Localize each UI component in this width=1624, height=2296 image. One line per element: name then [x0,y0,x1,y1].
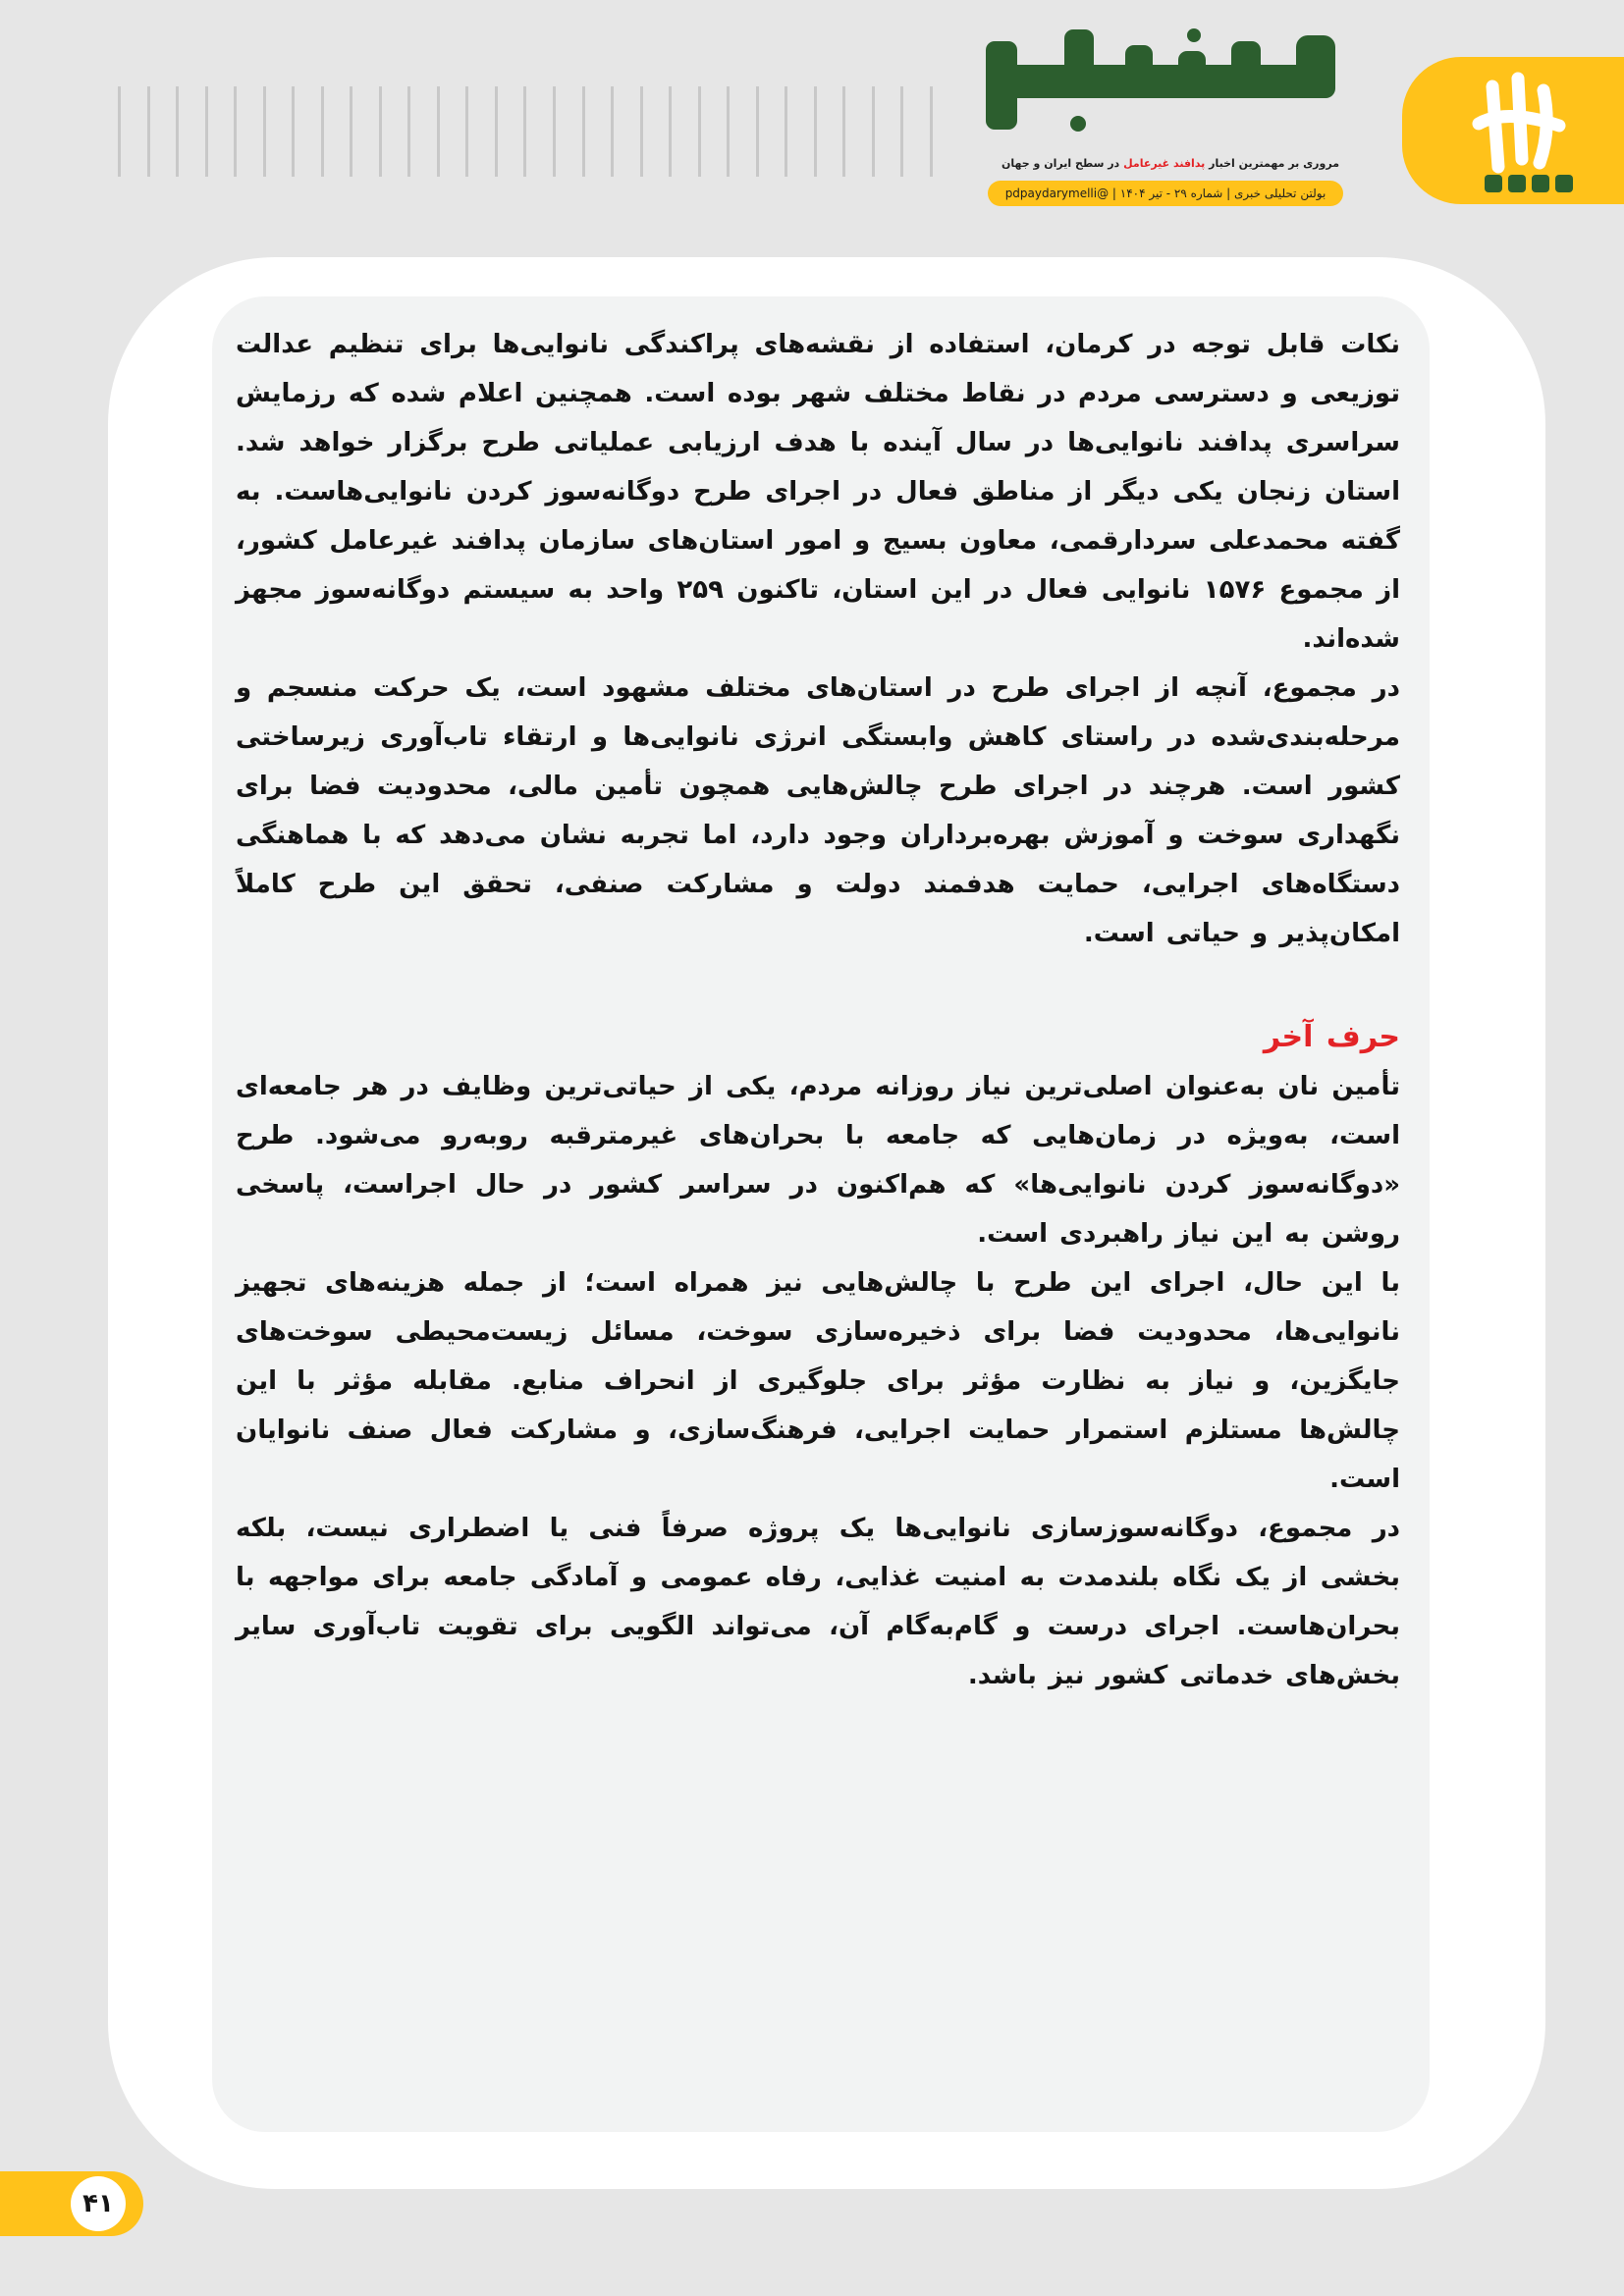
header-tagline [976,157,1339,170]
article-paragraph: نکات قابل توجه در کرمان، استفاده از نقشه‌های پراکندگی نانوایی‌ها برای تنظیم عدالت توزیعی و دسترسی مردم در نقاط مختلف شهر بوده است. همچنین اعلام شده که رزمایش سراسری پدافند نانوایی‌ها در سال آینده با هدف ارزیابی عملیاتی طرح برگزار خواهد شد. استان زنجان یکی دیگر از مناطق فعال در اجرای طرح دوگانه‌سوز کردن نانوایی‌هاست. به گفته محمدعلی سردارقمی، معاون بسیج و امور استان‌های سازمان پدافند غیرعامل کشور، از مجموع ۱۵۷۶ نانوایی فعال در این استان، تاکنون ۲۵۹ واحد به سیستم دوگانه‌سوز مجهز شده‌اند. [236,330,1401,654]
section-heading-final-word: حرف آخر [1263,1020,1400,1054]
article-paragraph: در مجموع، آنچه از اجرای طرح در استان‌های مختلف مشهود است، یک حرکت منسجم و مرحله‌بندی‌شده در راستای کاهش وابستگی انرژی نانوایی‌ها و ارتقاء تاب‌آوری زیرساختی کشور است. هرچند در اجرای طرح چالش‌هایی همچون تأمین مالی، محدودیت فضا برای نگهداری سوخت و آموزش بهره‌برداران وجود دارد، اما تجربه نشان می‌دهد که با هماهنگی دستگاه‌های اجرایی، حمایت هدفمند دولت و مشارکت صنفی، تحقق این طرح کاملاً امکان‌پذیر و حیاتی است. [236,673,1400,948]
tagline-highlight: پدافند غیرعامل [1123,157,1206,170]
article-paragraph: در مجموع، دوگانه‌سوزسازی نانوایی‌ها یک پروژه صرفاً فنی یا اضطراری نیست، بلکه بخشی از یک نگاه بلندمدت به امنیت غذایی، رفاه عمومی و آمادگی جامعه برای مواجهه با بحران‌هاست. اجرای درست و گام‌به‌گام آن، می‌تواند الگویی برای تقویت تاب‌آوری سایر بخش‌های خدماتی کشور نیز باشد. [236,1514,1400,1690]
article-body [236,320,1400,1700]
didehban-logo [978,22,1343,147]
paydari-melli-logo [1402,57,1624,204]
paydari-melli-logo-mark [1449,61,1587,208]
tagline-text-1: مروری بر مهمترین اخبار [1209,157,1339,170]
article-paragraph: با این حال، اجرای این طرح با چالش‌هایی نیز همراه است؛ از جمله هزینه‌های تجهیز نانوایی‌ها، محدودیت فضا برای ذخیره‌سازی سوخت، مسائل زیست‌محیطی سوخت‌های جایگزین، و نیاز به نظارت مؤثر برای جلوگیری از انحراف منابع. مقابله مؤثر با این چالش‌ها مستلزم استمرار حمایت اجرایی، فرهنگ‌سازی، و مشارکت فعال صنف نانوایان است. [236,1268,1400,1494]
tagline-text-2: در سطح ایران و جهان [1001,157,1120,170]
bulletin-info-pill: بولتن تحلیلی خبری | شماره ۲۹ - تیر ۱۴۰۴ | @pdpaydarymelli [988,181,1343,206]
page-number: ۴۱ [71,2176,126,2231]
header-decorative-stripes [118,86,933,177]
article-paragraph: تأمین نان به‌عنوان اصلی‌ترین نیاز روزانه مردم، یکی از حیاتی‌ترین وظایف در هر جامعه‌ای است، به‌ویژه در زمان‌هایی که جامعه با بحران‌های غیرمترقبه روبه‌رو می‌شود. طرح «دوگانه‌سوز کردن نانوایی‌ها» که هم‌اکنون در سراسر کشور در حال اجراست، پاسخی روشن به این نیاز راهبردی است. [236,1072,1400,1249]
